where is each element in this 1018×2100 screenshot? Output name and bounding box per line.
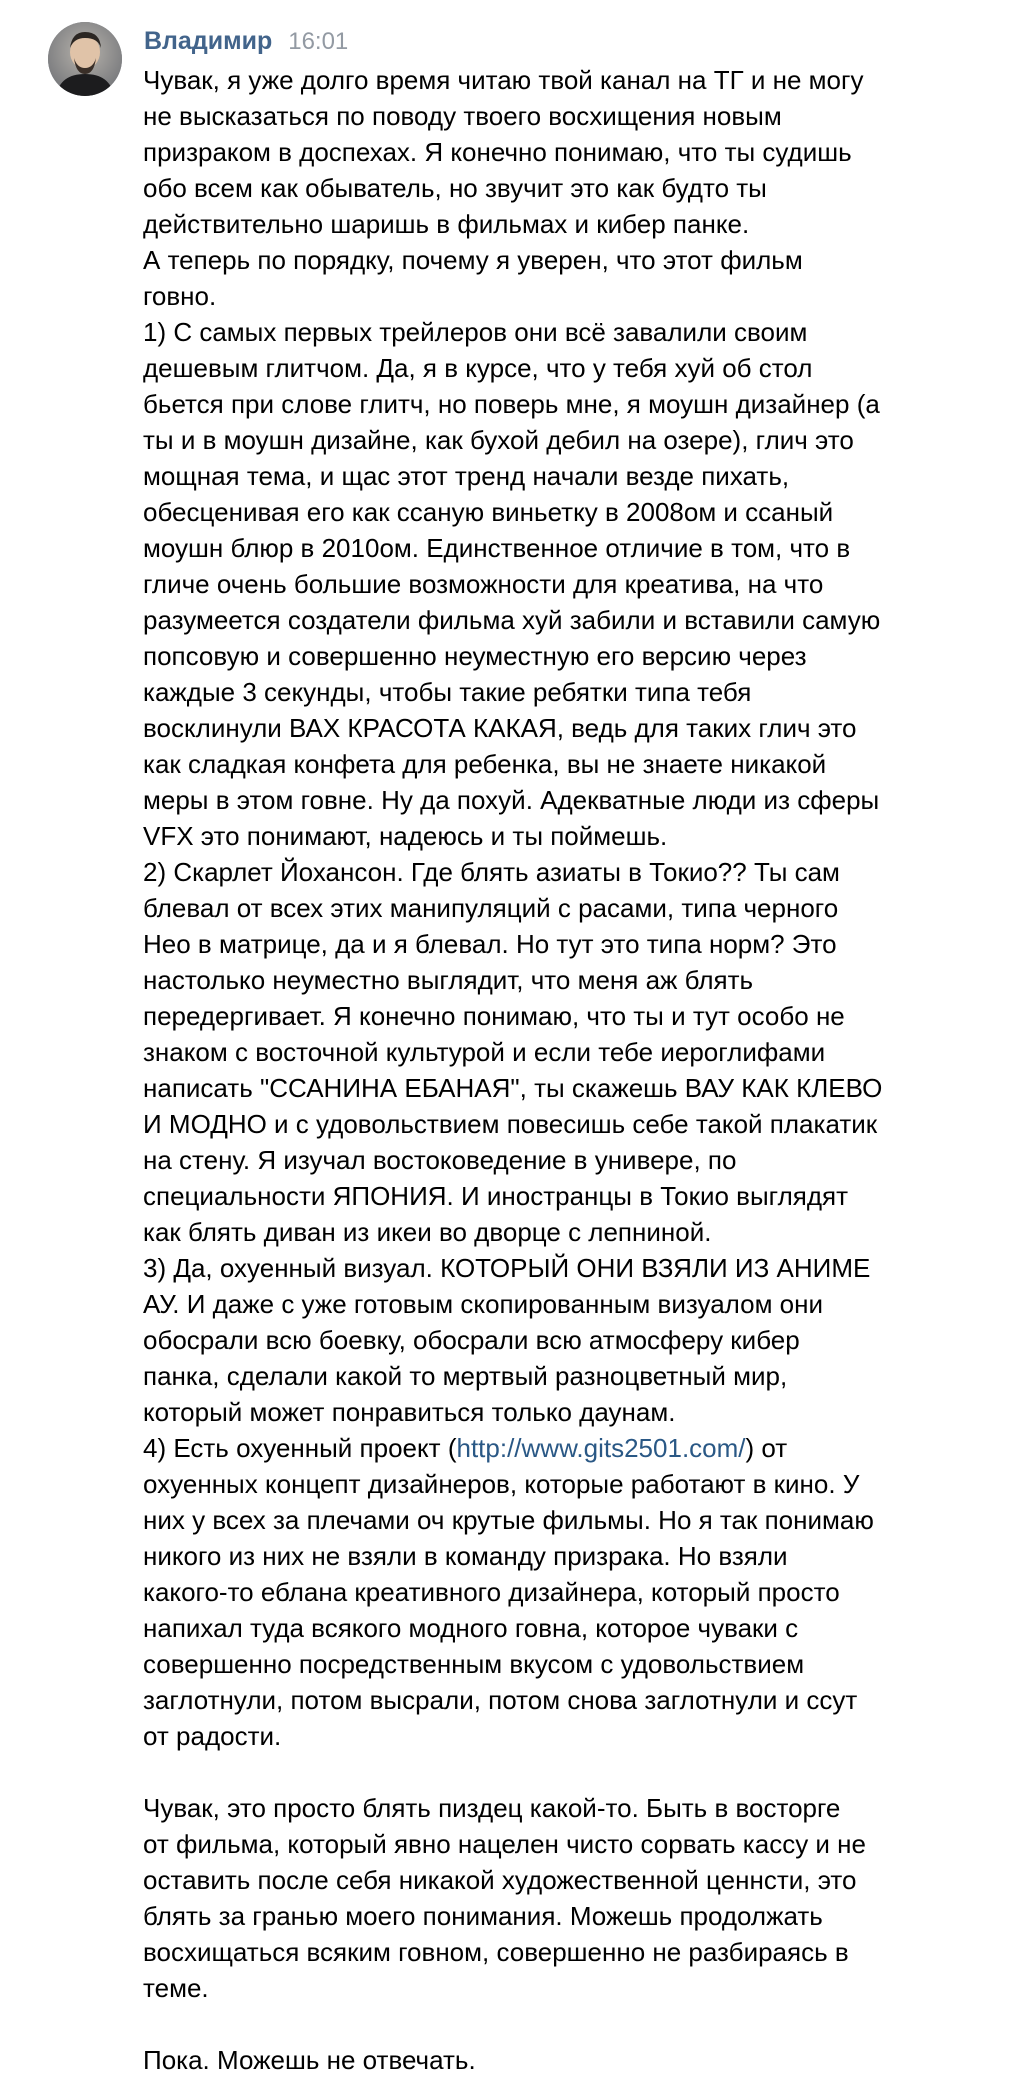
user-avatar[interactable] <box>48 22 122 96</box>
external-link[interactable]: http://www.gits2501.com/ <box>456 1433 746 1463</box>
message-time[interactable]: 16:01 <box>288 28 349 55</box>
user-avatar-photo <box>48 22 122 96</box>
message-text <box>143 62 943 2078</box>
paragraph-text: ) от охуенных концепт дизайнеров, которые работают в кино. У них у всех за плечами оч крутые фильмы. Но я так понимаю никого из них не взяли в команду призрака. Но взяли какого-то еблана креативного дизайнера, который просто напихал туда всякого модного говна, которое чуваки с совершенно посредственным вкусом с удовольствием заглотнули, потом высрали, потом снова заглотнули и ссут от радости. <box>143 1433 874 1751</box>
author-name[interactable]: Владимир <box>144 27 273 55</box>
paragraph-spacer <box>143 1754 943 1790</box>
paragraph-spacer <box>143 2006 943 2042</box>
message-paragraph: Пока. Можешь не отвечать. <box>143 2045 476 2075</box>
paragraph-text: 4) Есть охуенный проект ( <box>143 1433 457 1463</box>
message-paragraph-with-link <box>143 1430 943 1754</box>
message-paragraph: Чувак, я уже долго время читаю твой канал на ТГ и не могу не высказаться по поводу твоего восхищения новым призраком в доспехах. Я конечно понимаю, что ты судишь обо всем как обыватель, но звучит это как будто ты действительно шаришь в фильмах и кибер панке. А теперь по порядку, почему я уверен, что этот фильм говно. 1) С самых первых трейлеров они всё завалили своим дешевым глитчом. Да, я в курсе, что у тебя хуй об стол бьется при слове глитч, но поверь мне, я моушн дизайнер (а ты и в моушн дизайне, как бухой дебил на озере), глич это мощная тема, и щас этот тренд начали везде пихать, обесценивая его как ссаную виньетку в 2008ом и ссаный моушн блюр в 2010ом. Единственное отличие в том, что в гличе очень большие возможности для креатива, на что разумеется создатели фильма хуй забили и вставили самую попсовую и совершенно неуместную его версию через каждые 3 секунды, чтобы такие ребятки типа тебя восклинули ВАХ КРАСОТА КАКАЯ, ведь для таких глич это как сладкая конфета для ребенка, вы не знаете никакой меры в этом говне. Ну да похуй. Адекватные люди из сферы VFX это понимают, надеюсь и ты поймешь. 2) Скарлет Йохансон. Где блять азиаты в Токио?? Ты сам блевал от всех этих манипуляций с расами, типа черного Нео в матрице, да и я блевал. Но тут это типа норм? Это настолько неуместно выглядит, что меня аж блять передергивает. Я конечно понимаю, что ты и тут особо не знаком с восточной культурой и если тебе иероглифами написать "ССАНИНА ЕБАНАЯ", ты скажешь ВАУ КАК КЛЕВО И МОДНО и с удовольствием повесишь себе такой плакатик на стену. Я изучал востоковедение в универе, по специальности ЯПОНИЯ. И иностранцы в Токио выглядят как блять диван из икеи во дворце с лепниной. 3) Да, охуенный визуал. КОТОРЫЙ ОНИ ВЗЯЛИ ИЗ АНИМЕ АУ. И даже с уже готовым скопированным визуалом они обосрали всю боевку, обосрали всю атмосферу кибер панка, сделали какой то мертвый разноцветный мир, который может понравиться только даунам. <box>143 65 883 1427</box>
message-header <box>144 27 348 59</box>
message-paragraph: Чувак, это просто блять пиздец какой-то. Быть в восторге от фильма, который явно нацелен чисто сорвать кассу и не оставить после себя никакой художественной ценнсти, это блять за гранью моего понимания. Можешь продолжать восхищаться всяким говном, совершенно не разбираясь в теме. <box>143 1793 866 2003</box>
